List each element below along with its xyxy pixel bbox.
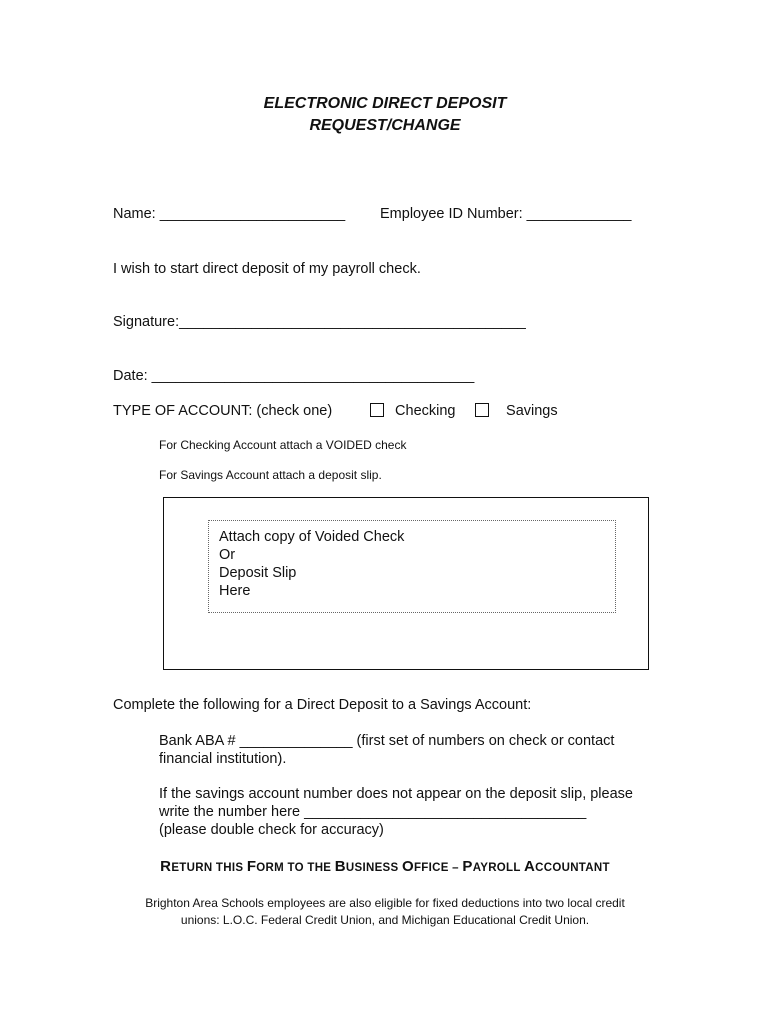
return-cap-f: F — [246, 858, 257, 875]
signature-field[interactable]: Signature:___________________________________________ — [113, 314, 526, 330]
footnote-line-1: Brighton Area Schools employees are also eligible for fixed deductions into two local credit — [145, 896, 625, 910]
checking-checkbox[interactable] — [370, 403, 384, 417]
bank-aba-note: financial institution). — [159, 751, 287, 767]
attach-line-1: Attach copy of Voided Check — [219, 529, 405, 545]
return-text-5: AYROLL — [472, 862, 524, 874]
savings-label: Savings — [506, 403, 558, 419]
return-text-6: CCOUNTANT — [535, 862, 610, 874]
credit-union-footnote — [0, 895, 770, 929]
attach-line-2: Or — [219, 547, 236, 563]
account-type-label: TYPE OF ACCOUNT: (check one) — [113, 403, 333, 419]
attach-line-4: Here — [219, 583, 251, 599]
return-text-3: USINESS — [345, 862, 402, 874]
return-cap-a: A — [524, 858, 536, 875]
name-field[interactable]: Name: _______________________ — [113, 206, 346, 222]
checking-label: Checking — [395, 403, 456, 419]
savings-checkbox[interactable] — [475, 403, 489, 417]
savings-section-heading: Complete the following for a Direct Deposit to a Savings Account: — [113, 697, 532, 713]
savings-note: For Savings Account attach a deposit slip. — [159, 468, 382, 482]
account-number-field[interactable]: write the number here ___________________________________ — [159, 804, 587, 820]
checking-option[interactable] — [370, 403, 455, 419]
employee-id-field[interactable]: Employee ID Number: _____________ — [380, 206, 632, 222]
savings-option[interactable] — [475, 403, 558, 419]
return-cap-r: R — [160, 858, 172, 875]
attachment-instructions — [208, 520, 616, 613]
form-title-line-1: ELECTRONIC DIRECT DEPOSIT — [263, 95, 507, 112]
accuracy-note: (please double check for accuracy) — [159, 822, 384, 838]
bank-aba-field[interactable]: Bank ABA # ______________ (first set of numbers on check or contact — [159, 733, 615, 749]
account-number-instruction: If the savings account number does not appear on the deposit slip, please — [159, 786, 633, 802]
deposit-statement: I wish to start direct deposit of my payroll check. — [113, 261, 421, 277]
attach-line-3: Deposit Slip — [219, 565, 297, 581]
checking-note: For Checking Account attach a VOIDED check — [159, 438, 407, 452]
return-text-4: FFICE – — [413, 862, 463, 874]
return-text-1: ETURN THIS — [171, 862, 247, 874]
return-cap-o: O — [402, 858, 414, 875]
form-title-line-2: REQUEST/CHANGE — [309, 117, 461, 134]
return-instruction — [0, 858, 770, 875]
return-cap-b: B — [334, 858, 346, 875]
footnote-line-2: unions: L.O.C. Federal Credit Union, and Michigan Educational Credit Union. — [180, 913, 590, 927]
date-field[interactable]: Date: ________________________________________ — [113, 368, 475, 384]
return-text-2: ORM TO THE — [256, 862, 335, 874]
return-cap-p: P — [462, 858, 473, 875]
